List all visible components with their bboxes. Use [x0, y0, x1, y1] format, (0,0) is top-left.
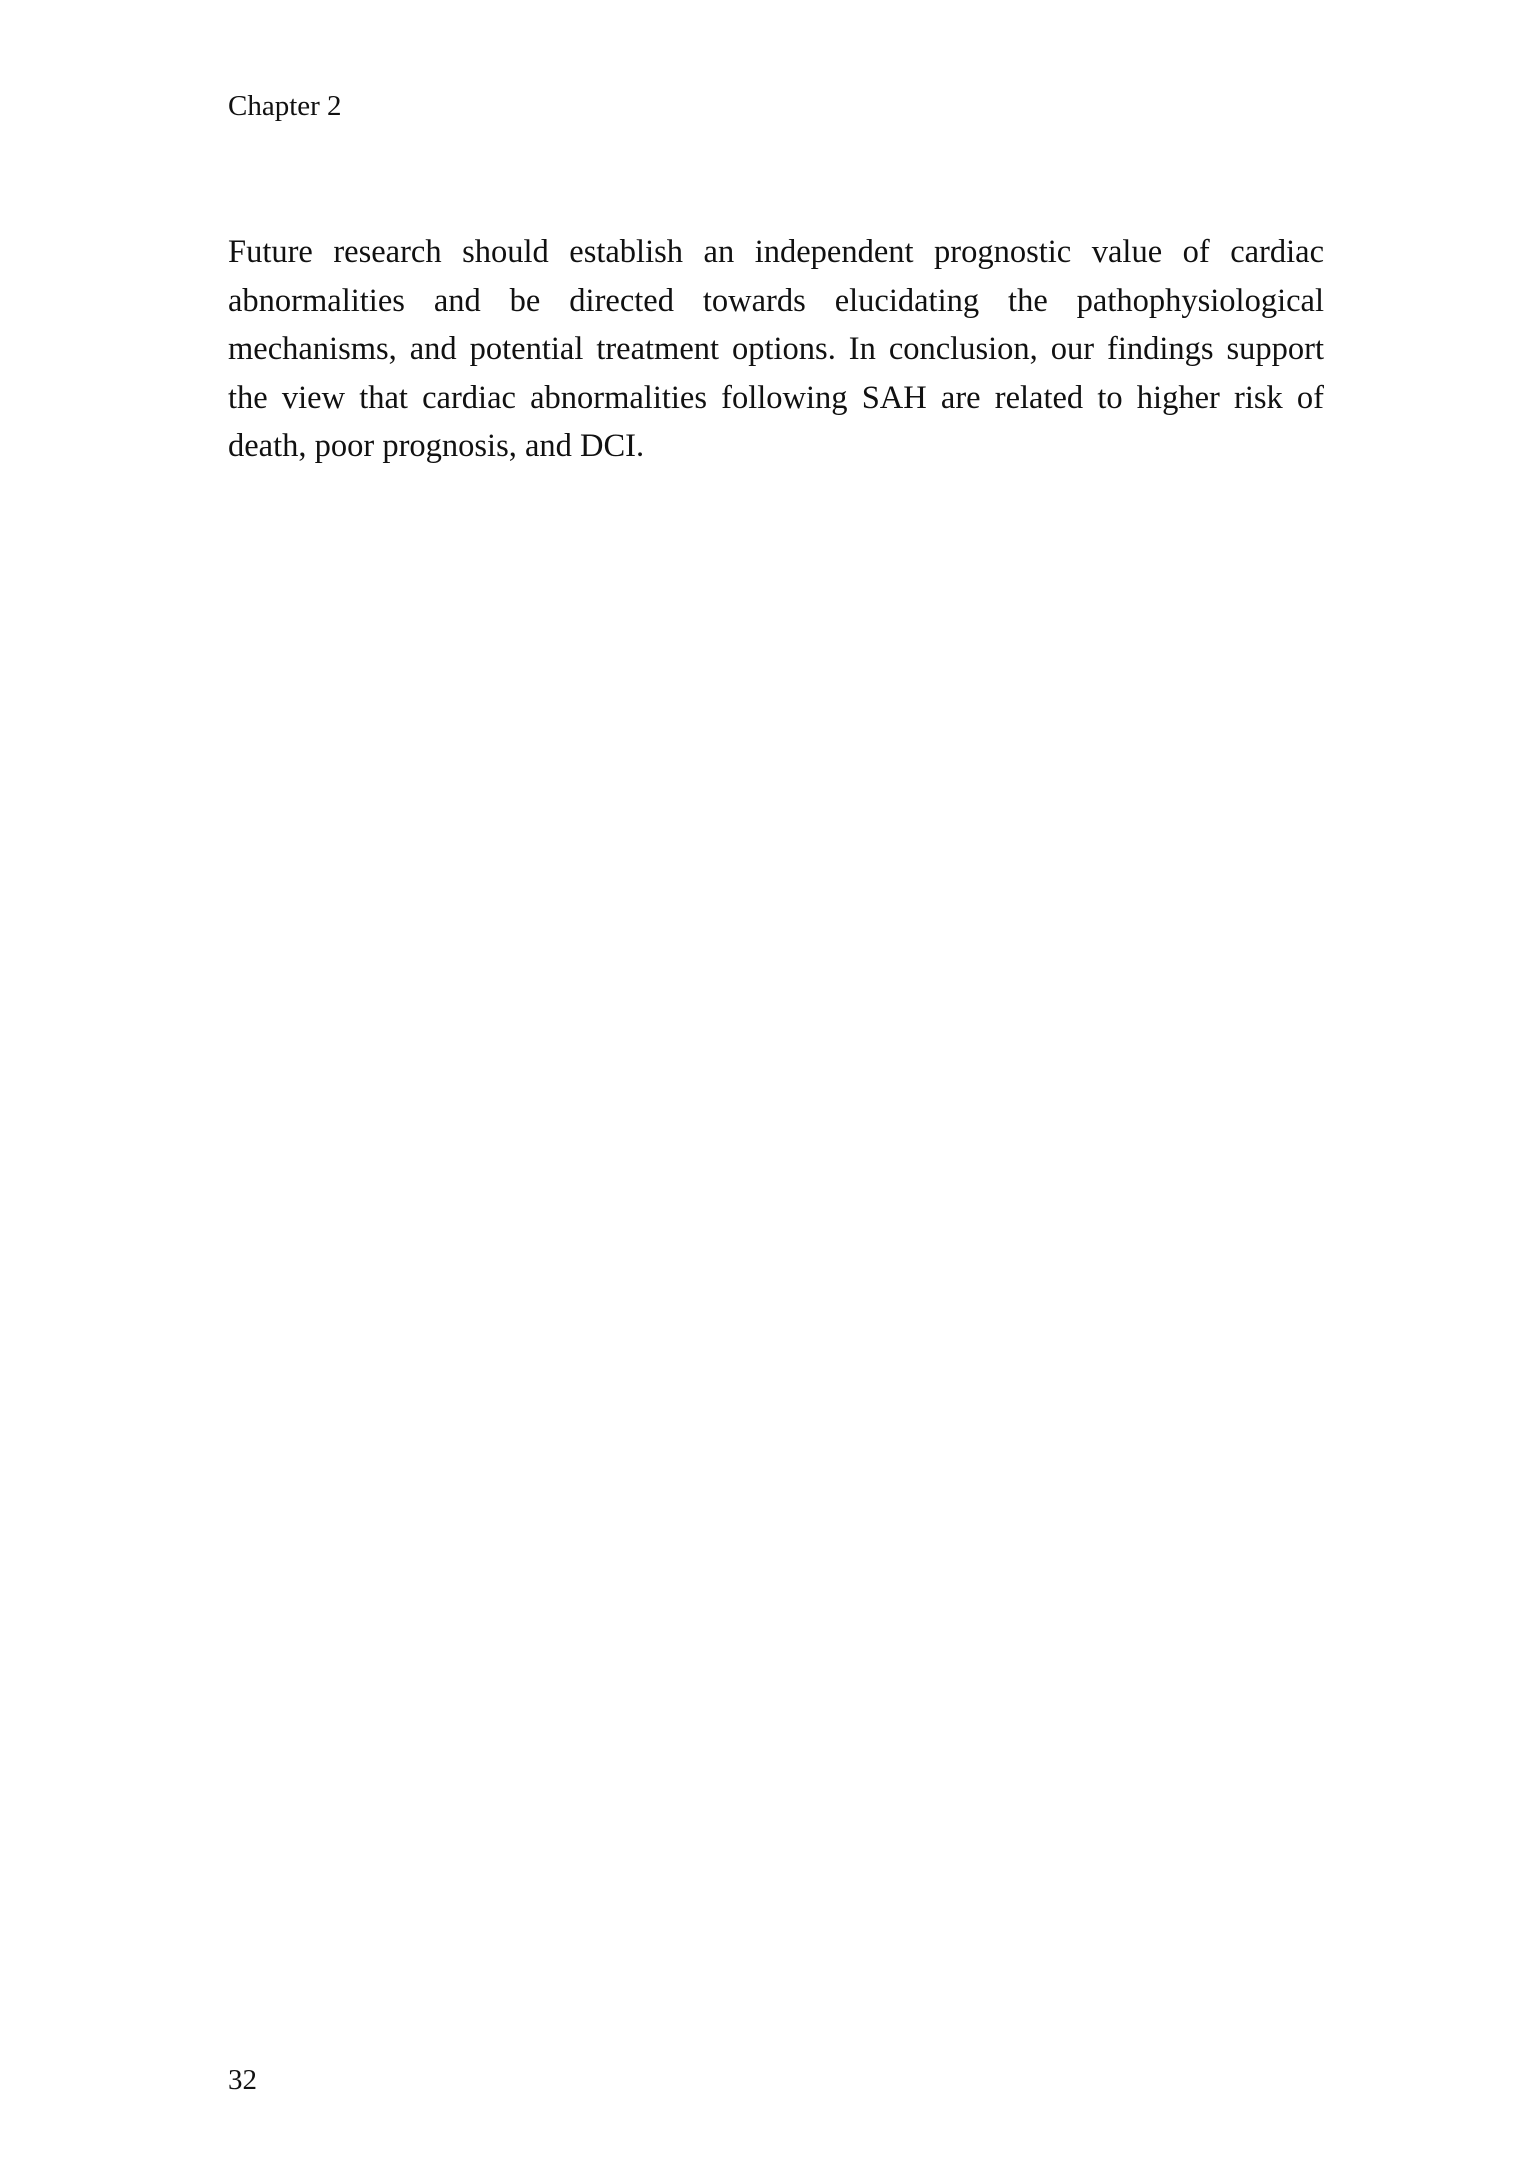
running-header: Chapter 2	[228, 90, 342, 122]
body-paragraph: Future research should establish an independent prognostic value of cardiac abnormalities and be directed towards elucidating the pathophysiological mechanisms, and potential treatment options. In conclusion, our findings support the view that cardiac abnormalities following SAH are related to higher risk of death, poor prognosis, and DCI.	[228, 234, 1324, 464]
page-number: 32	[228, 2064, 257, 2096]
